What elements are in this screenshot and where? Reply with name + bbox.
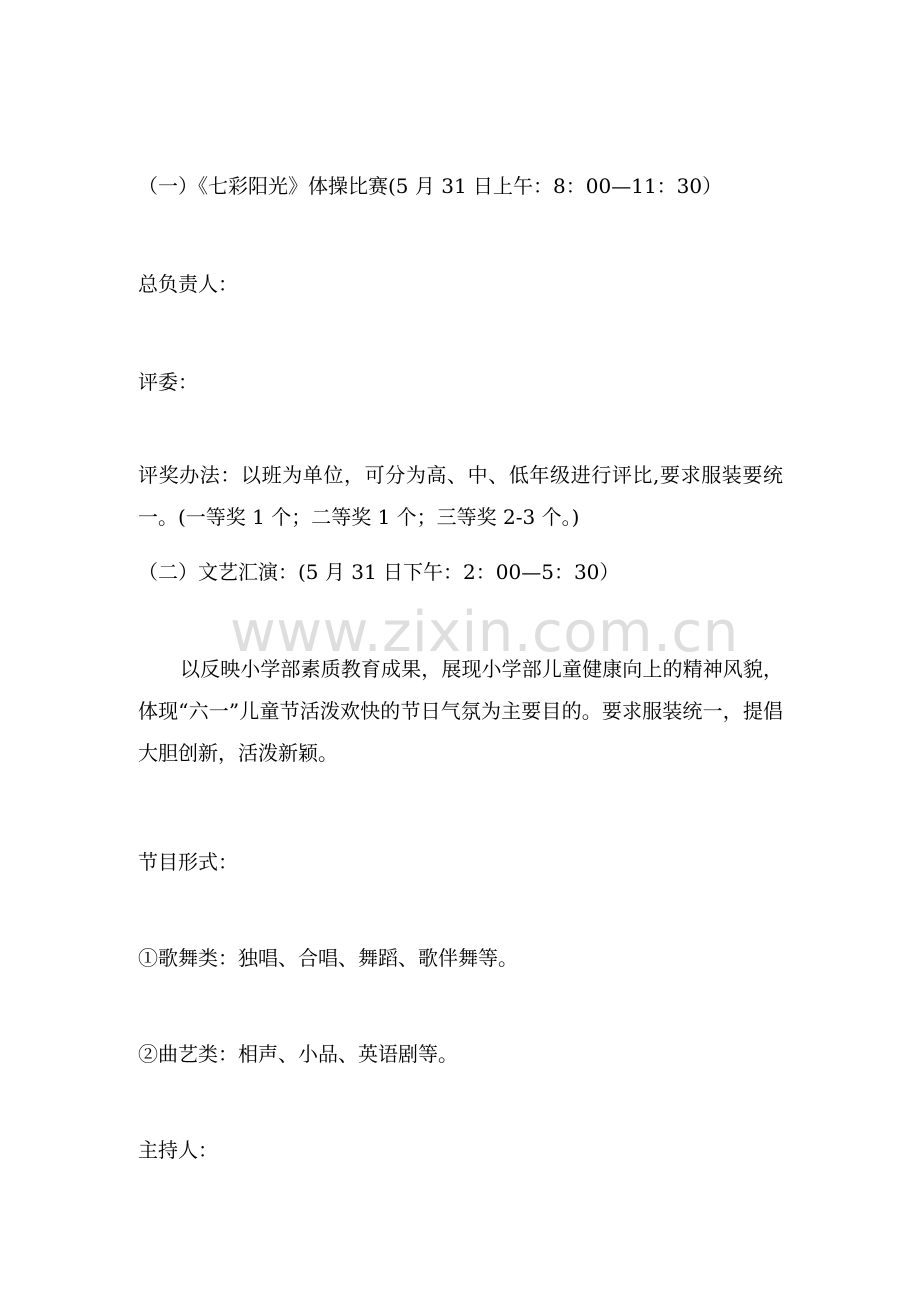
watermark: www.zixin.com.cn	[230, 600, 739, 665]
section-2-form-1: ①歌舞类：独唱、合唱、舞蹈、歌伴舞等。	[138, 946, 518, 970]
section-2-host: 主持人：	[138, 1138, 218, 1162]
section-1-award-method: 评奖办法：以班为单位，可分为高、中、低年级进行评比,要求服装要统一。(一等奖 1 个；二等奖 1 个；三等奖 2-3 个。)	[138, 463, 783, 529]
section-2-forms-heading: 节目形式：	[138, 850, 238, 874]
section-2-title: （二）文艺汇演：(5 月 31 日下午：2：00—5：30）	[138, 560, 620, 584]
section-2-form-2: ②曲艺类：相声、小品、英语剧等。	[138, 1042, 458, 1066]
section-2-intro: 以反映小学部素质教育成果，展现小学部儿童健康向上的精神风貌，体现“六一”儿童节活泼欢快的节日气氛为主要目的。要求服装统一，提倡大胆创新，活泼新颖。	[138, 657, 783, 765]
section-1-title: （一）《七彩阳光》体操比赛(5 月 31 日上午：8：00—11：30）	[138, 174, 723, 198]
section-1-judges: 评委：	[138, 370, 198, 394]
section-1-lead: 总负责人：	[138, 272, 238, 296]
